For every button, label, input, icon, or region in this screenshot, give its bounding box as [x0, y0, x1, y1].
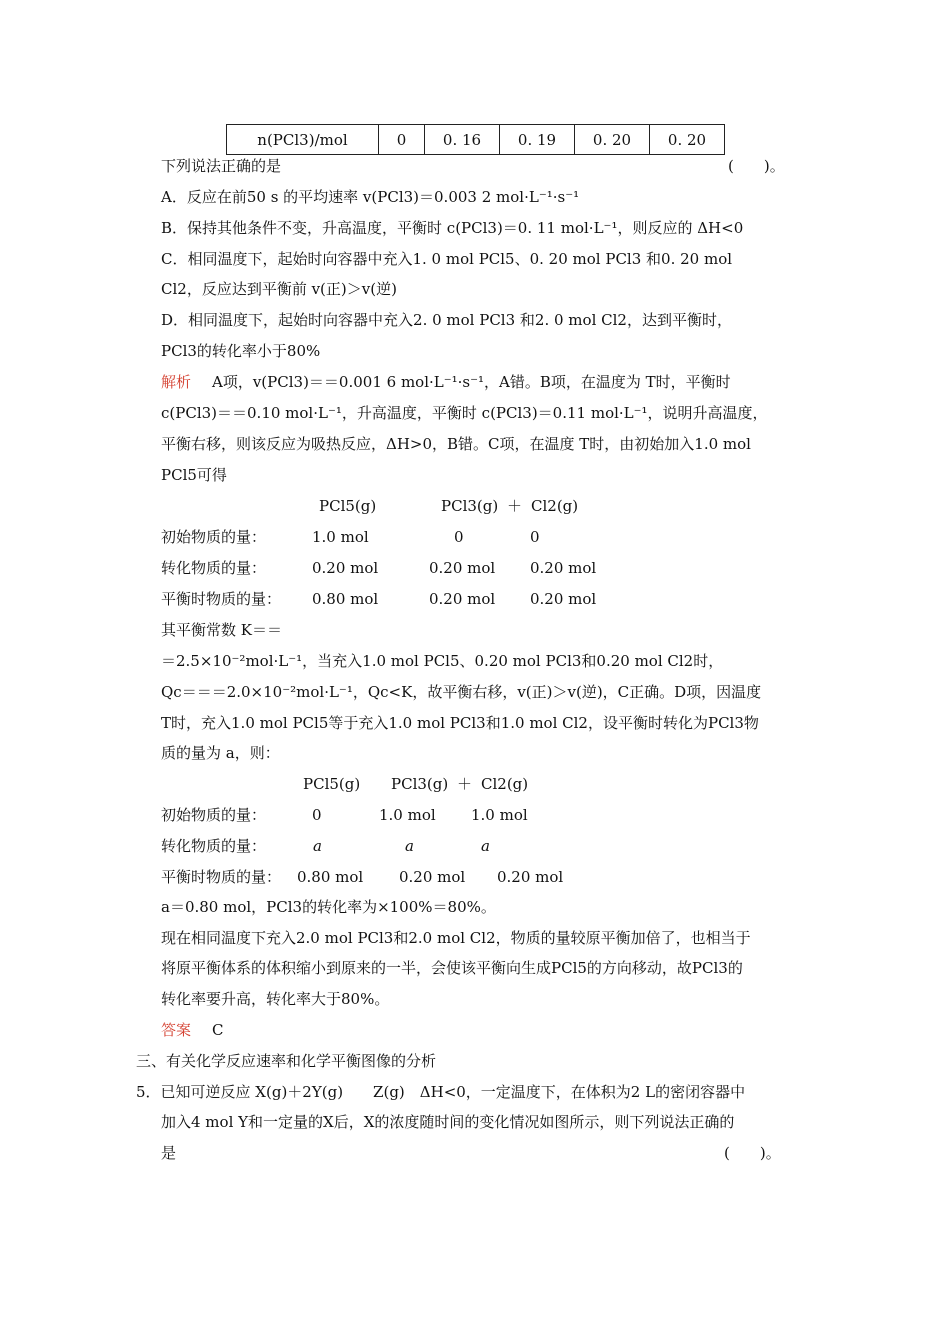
row-value: a	[481, 837, 490, 855]
analysis-label: 解析	[161, 373, 192, 391]
question-5-line2: 加入4 mol Y和一定量的X后，X的浓度随时间的变化情况如图所示，则下列说法正确的	[161, 1113, 735, 1131]
option-c-line2: Cl2，反应达到平衡前 v(正)＞v(逆)	[161, 280, 397, 298]
section-heading: 三、有关化学反应速率和化学平衡图像的分析	[136, 1052, 437, 1070]
question-stem: 下列说法正确的是	[161, 157, 282, 175]
row-label: 转化物质的量：	[161, 837, 267, 855]
row-value: a	[313, 837, 322, 855]
analysis-line: c(PCl3)＝＝0.10 mol·L⁻¹，升高温度，平衡时 c(PCl3)＝0.11 mol·L⁻¹，说明升高温度，	[161, 404, 768, 422]
species-header: ＋	[457, 775, 473, 793]
species-header: PCl3(g)	[391, 775, 449, 793]
row-value: 1.0 mol	[312, 528, 369, 546]
question-5-line3: 是	[161, 1144, 177, 1162]
row-value: 1.0 mol	[471, 806, 528, 824]
analysis-line: Qc＝＝＝2.0×10⁻²mol·L⁻¹，Qc<K，故平衡右移，v(正)＞v(逆)，C正确。D项，因温度	[161, 683, 762, 701]
answer-label: 答案	[161, 1021, 192, 1039]
analysis-line: 将原平衡体系的体积缩小到原来的一半，会使该平衡向生成PCl5的方向移动，故PCl3的	[161, 959, 743, 977]
row-label: 平衡时物质的量：	[161, 590, 282, 608]
table-cell: 0. 19	[500, 125, 575, 155]
analysis-line: 质的量为 a，则：	[161, 744, 280, 762]
option-a: A．反应在前50 s 的平均速率 v(PCl3)＝0.003 2 mol·L⁻¹·s⁻¹	[161, 188, 580, 206]
row-label: 转化物质的量：	[161, 559, 267, 577]
analysis-line: PCl5可得	[161, 466, 227, 484]
table-cell: 0. 16	[425, 125, 500, 155]
row-value: 0.20 mol	[429, 559, 496, 577]
table-cell: 0. 20	[575, 125, 650, 155]
analysis-line: T时，充入1.0 mol PCl5等于充入1.0 mol PCl3和1.0 mol Cl2，设平衡时转化为PCl3物	[161, 714, 759, 732]
option-c-line1: C．相同温度下，起始时向容器中充入1. 0 mol PCl5、0. 20 mol PCl3 和0. 20 mol	[161, 250, 733, 268]
analysis-line: 现在相同温度下充入2.0 mol PCl3和2.0 mol Cl2，物质的量较原平衡加倍了，也相当于	[161, 929, 751, 947]
row-label: 平衡时物质的量：	[161, 868, 282, 886]
analysis-line: A项，v(PCl3)＝＝0.001 6 mol·L⁻¹·s⁻¹，A错。B项，在温度为 T时，平衡时	[212, 373, 731, 391]
row-value: 0	[454, 528, 464, 546]
data-table	[226, 124, 725, 155]
row-value: 0.80 mol	[297, 868, 364, 886]
option-d-line1: D．相同温度下，起始时向容器中充入2. 0 mol PCl3 和2. 0 mol Cl2，达到平衡时，	[161, 311, 732, 329]
table-header-cell: n(PCl3)/mol	[227, 125, 379, 155]
row-value: 0	[312, 806, 322, 824]
option-d-line2: PCl3的转化率小于80%	[161, 342, 321, 360]
row-value: 0	[530, 528, 540, 546]
table-cell: 0	[379, 125, 425, 155]
species-header: Cl2(g)	[481, 775, 529, 793]
row-value: 0.20 mol	[497, 868, 564, 886]
table-row	[227, 125, 725, 155]
row-value: 0.20 mol	[399, 868, 466, 886]
answer-bracket: ( )。	[724, 1144, 781, 1162]
species-header: PCl5(g)	[319, 497, 377, 515]
analysis-line: a＝0.80 mol，PCl3的转化率为×100%＝80%。	[161, 898, 496, 916]
row-value: 0.80 mol	[312, 590, 379, 608]
row-value: a	[405, 837, 414, 855]
row-value: 0.20 mol	[429, 590, 496, 608]
option-b: B．保持其他条件不变，升高温度，平衡时 c(PCl3)＝0. 11 mol·L⁻¹，则反应的 ΔH<0	[161, 219, 744, 237]
row-value: 0.20 mol	[530, 590, 597, 608]
species-header: PCl5(g)	[303, 775, 361, 793]
species-header: PCl3(g)	[441, 497, 499, 515]
analysis-line: ＝2.5×10⁻²mol·L⁻¹，当充入1.0 mol PCl5、0.20 mol PCl3和0.20 mol Cl2时，	[161, 652, 724, 670]
answer-value: C	[212, 1021, 224, 1039]
row-label: 初始物质的量：	[161, 528, 267, 546]
table-cell: 0. 20	[650, 125, 725, 155]
species-header: ＋	[507, 497, 523, 515]
row-value: 0.20 mol	[312, 559, 379, 577]
row-value: 1.0 mol	[379, 806, 436, 824]
row-value: 0.20 mol	[530, 559, 597, 577]
analysis-line: 其平衡常数 K＝＝	[161, 621, 282, 639]
answer-bracket: ( )。	[728, 157, 785, 175]
question-5-line1: 5．已知可逆反应 X(g)＋2Y(g) Z(g) ΔH<0，一定温度下，在体积为2 L的密闭容器中	[136, 1083, 746, 1101]
analysis-line: 转化率要升高，转化率大于80%。	[161, 990, 390, 1008]
row-label: 初始物质的量：	[161, 806, 267, 824]
analysis-line: 平衡右移，则该反应为吸热反应，ΔH>0，B错。C项，在温度 T时，由初始加入1.0 mol	[161, 435, 751, 453]
species-header: Cl2(g)	[531, 497, 579, 515]
